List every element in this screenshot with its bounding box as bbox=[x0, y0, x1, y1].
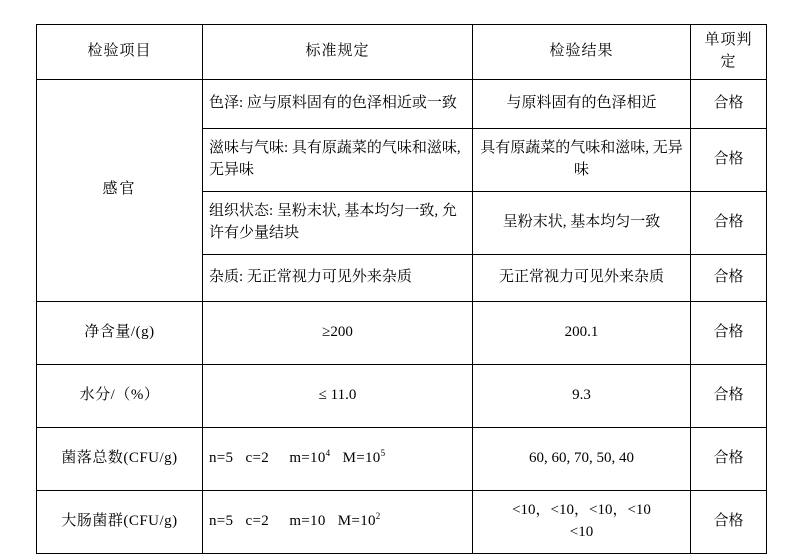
sensory-standard-impurity: 杂质: 无正常视力可见外来杂质 bbox=[203, 254, 473, 301]
sensory-category-label: 感官 bbox=[37, 79, 203, 301]
row-label-net-content: 净含量/(g) bbox=[37, 301, 203, 364]
verdict-total-plate-count: 合格 bbox=[691, 427, 767, 490]
sensory-standard-texture: 组织状态: 呈粉末状, 基本均匀一致, 允许有少量结块 bbox=[203, 191, 473, 254]
tpc-m-exponent: 4 bbox=[325, 447, 331, 458]
result-coliform bbox=[473, 490, 691, 553]
header-item: 检验项目 bbox=[37, 25, 203, 80]
coliform-n: n=5 bbox=[209, 512, 234, 529]
sensory-result-texture: 呈粉末状, 基本均匀一致 bbox=[473, 191, 691, 254]
coliform-c: c=2 bbox=[245, 512, 270, 529]
sensory-result-impurity: 无正常视力可见外来杂质 bbox=[473, 254, 691, 301]
inspection-report-table bbox=[36, 24, 767, 554]
sensory-result-flavor: 具有原蔬菜的气味和滋味, 无异味 bbox=[473, 128, 691, 191]
table-row bbox=[37, 490, 767, 553]
sensory-verdict-impurity: 合格 bbox=[691, 254, 767, 301]
tpc-M: M=10 bbox=[342, 449, 381, 466]
standard-coliform bbox=[203, 490, 473, 553]
table-row bbox=[37, 301, 767, 364]
header-verdict: 单项判定 bbox=[691, 25, 767, 80]
coliform-M-exponent: 2 bbox=[375, 510, 381, 521]
table-row bbox=[37, 79, 767, 128]
verdict-coliform: 合格 bbox=[691, 490, 767, 553]
result-coliform-line2: <10 bbox=[569, 523, 594, 540]
result-total-plate-count: 60, 60, 70, 50, 40 bbox=[473, 427, 691, 490]
tpc-M-exponent: 5 bbox=[380, 447, 386, 458]
sensory-verdict-texture: 合格 bbox=[691, 191, 767, 254]
standard-moisture: ≤ 11.0 bbox=[203, 364, 473, 427]
verdict-moisture: 合格 bbox=[691, 364, 767, 427]
sensory-standard-color: 色泽: 应与原料固有的色泽相近或一致 bbox=[203, 79, 473, 128]
result-net-content: 200.1 bbox=[473, 301, 691, 364]
table-row bbox=[37, 364, 767, 427]
coliform-M: M=10 bbox=[337, 512, 376, 529]
sensory-result-color: 与原料固有的色泽相近 bbox=[473, 79, 691, 128]
standard-net-content: ≥200 bbox=[203, 301, 473, 364]
header-standard: 标准规定 bbox=[203, 25, 473, 80]
header-result: 检验结果 bbox=[473, 25, 691, 80]
tpc-c: c=2 bbox=[245, 449, 270, 466]
row-label-total-plate-count: 菌落总数(CFU/g) bbox=[37, 427, 203, 490]
table-header-row bbox=[37, 25, 767, 80]
row-label-coliform: 大肠菌群(CFU/g) bbox=[37, 490, 203, 553]
coliform-m: m=10 bbox=[289, 512, 326, 529]
verdict-net-content: 合格 bbox=[691, 301, 767, 364]
tpc-m: m=10 bbox=[289, 449, 326, 466]
result-coliform-line1: <10，<10，<10，<10 bbox=[512, 501, 651, 518]
sensory-verdict-color: 合格 bbox=[691, 79, 767, 128]
table-row bbox=[37, 427, 767, 490]
sensory-standard-flavor: 滋味与气味: 具有原蔬菜的气味和滋味, 无异味 bbox=[203, 128, 473, 191]
sensory-verdict-flavor: 合格 bbox=[691, 128, 767, 191]
tpc-n: n=5 bbox=[209, 449, 234, 466]
row-label-moisture: 水分/（%） bbox=[37, 364, 203, 427]
result-moisture: 9.3 bbox=[473, 364, 691, 427]
standard-total-plate-count bbox=[203, 427, 473, 490]
